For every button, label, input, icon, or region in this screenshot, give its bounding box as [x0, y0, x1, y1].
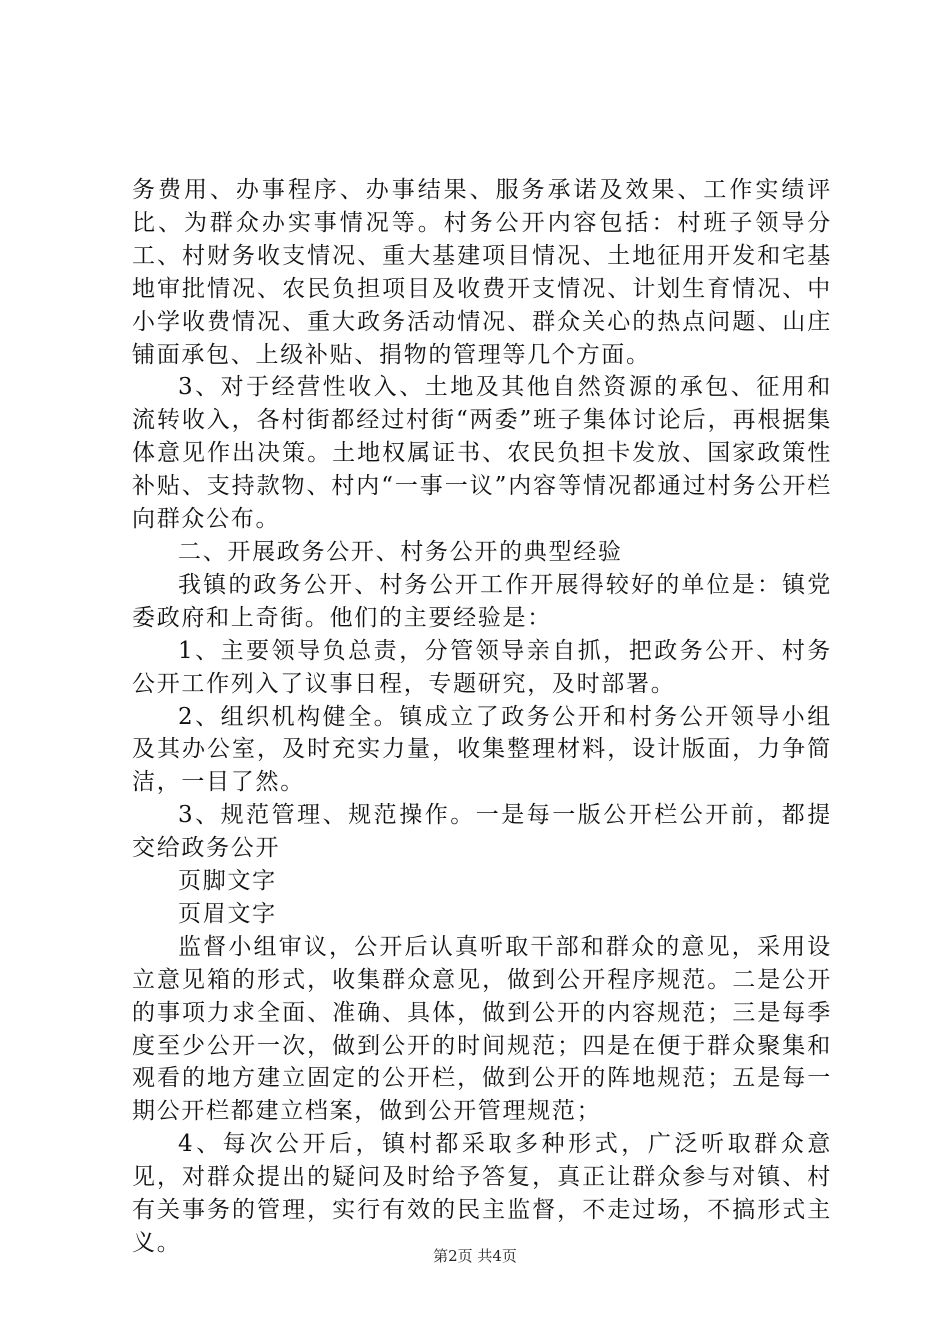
paragraph-item-1: 1、主要领导负总责，分管领导亲自抓，把政务公开、村务公开工作列入了议事日程，专题研究，及时部署。 [132, 637, 832, 697]
paragraph-item-4: 4、每次公开后，镇村都采取多种形式，广泛听取群众意见，对群众提出的疑问及时给予答复，真正让群众参与对镇、村有关事务的管理，实行有效的民主监督，不走过场，不搞形式主义。 [132, 1131, 832, 1256]
paragraph-item-3-income: 3、对于经营性收入、土地及其他自然资源的承包、征用和流转收入，各村街都经过村街“两委”班子集体讨论后，再根据集体意见作出决策。土地权属证书、农民负担卡发放、国家政策性补贴、支持款物、村内“一事一议”内容等情况都通过村务公开栏向群众公布。 [132, 374, 832, 533]
paragraph-supervision: 监督小组审议，公开后认真听取干部和群众的意见，采用设立意见箱的形式，收集群众意见，做到公开程序规范。二是公开的事项力求全面、准确、具体，做到公开的内容规范；三是每季度至少公开一次，做到公开的时间规范；四是在便于群众聚集和观看的地方建立固定的公开栏，做到公开的阵地规范；五是每一期公开栏都建立档案，做到公开管理规范； [132, 933, 832, 1125]
paragraph-item-2: 2、组织机构健全。镇成立了政务公开和村务公开领导小组及其办公室，及时充实力量，收集整理材料，设计版面，力争简洁，一目了然。 [132, 703, 832, 796]
document-body [132, 174, 832, 1260]
header-text-placeholder: 页眉文字 [178, 900, 277, 927]
paragraph-intro: 我镇的政务公开、村务公开工作开展得较好的单位是：镇党委政府和上奇街。他们的主要经验是： [132, 571, 832, 631]
paragraph-item-3-standard: 3、规范管理、规范操作。一是每一版公开栏公开前，都提交给政务公开 [132, 802, 832, 862]
footer-text-placeholder: 页脚文字 [178, 868, 277, 895]
section-heading-experience: 二、开展政务公开、村务公开的典型经验 [178, 538, 623, 565]
paragraph-continuation: 务费用、办事程序、办事结果、服务承诺及效果、工作实绩评比、为群众办实事情况等。村务公开内容包括：村班子领导分工、村财务收支情况、重大基建项目情况、土地征用开发和宅基地审批情况、农民负担项目及收费开支情况、计划生育情况、中小学收费情况、重大政务活动情况、群众关心的热点问题、山庄铺面承包、上级补贴、捐物的管理等几个方面。 [132, 177, 832, 368]
page-number-footer: 第2页 共4页 [433, 1247, 517, 1265]
